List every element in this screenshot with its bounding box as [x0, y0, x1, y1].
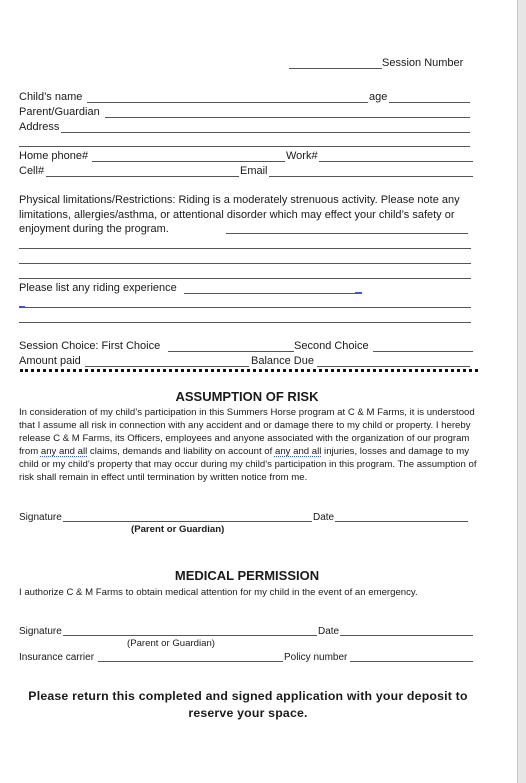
policy-field[interactable]	[350, 661, 473, 662]
parent-guardian-label: Parent/Guardian	[19, 106, 100, 118]
riding-experience-field-2[interactable]	[19, 307, 471, 308]
medical-heading: MEDICAL PERMISSION	[174, 568, 320, 583]
assumption-highlight-1: any and all	[40, 446, 88, 457]
assumption-text-part-1: In consideration of my child’s participation in this Summers Horse program at C & M Farms, it is understood that I assume all risk in connection with any accident and or damage there to my child or property. I hereby release C & M Farms, its Officers, employees and anyone associated with the organization of our program from	[19, 407, 475, 457]
second-choice-label: Second Choice	[294, 340, 369, 352]
email-field[interactable]	[269, 176, 473, 177]
second-choice-field[interactable]	[373, 351, 473, 352]
address-label: Address	[19, 121, 60, 133]
parent-guardian-field[interactable]	[105, 117, 470, 118]
medical-signature-field[interactable]	[63, 635, 317, 636]
cell-field[interactable]	[46, 176, 239, 177]
riding-experience-field-1[interactable]	[184, 293, 355, 294]
balance-due-label: Balance Due	[251, 355, 314, 367]
session-number-line[interactable]	[289, 68, 382, 69]
address-field-2[interactable]	[19, 146, 470, 147]
address-field[interactable]	[61, 132, 470, 133]
footer-note: Please return this completed and signed application with your deposit to reserve your space.	[28, 689, 468, 720]
work-field[interactable]	[319, 161, 473, 162]
policy-label: Policy number	[284, 652, 348, 663]
limitations-field-3[interactable]	[19, 263, 471, 264]
age-field[interactable]	[389, 102, 470, 103]
amount-paid-label: Amount paid	[19, 355, 81, 367]
medical-parent-note: (Parent or Guardian)	[127, 638, 215, 649]
home-phone-field[interactable]	[92, 161, 285, 162]
cursor-mark	[355, 292, 362, 294]
insurance-field[interactable]	[98, 661, 283, 662]
assumption-text-part-3: injuries, losses and damage to my child or my child’s property that may occur during my child’s participation in this program. The assumption of risk shall remain in effect until termination by written notice from me.	[19, 446, 477, 483]
first-choice-field[interactable]	[168, 351, 294, 352]
child-name-label: Child’s name	[19, 91, 83, 103]
riding-experience-field-3[interactable]	[19, 322, 471, 323]
limitations-field-1[interactable]	[226, 233, 468, 234]
limitations-field-4[interactable]	[19, 278, 471, 279]
first-choice-label: Session Choice: First Choice	[19, 340, 161, 352]
assumption-text-part-2: claims, demands and liability on account of	[87, 446, 275, 457]
risk-date-field[interactable]	[335, 521, 468, 522]
email-label: Email	[240, 165, 268, 177]
balance-due-field[interactable]	[317, 366, 470, 367]
assumption-text	[19, 406, 481, 484]
assumption-highlight-2: any and all	[274, 446, 322, 457]
limitations-field-2[interactable]	[19, 248, 471, 249]
risk-parent-note: (Parent or Guardian)	[131, 524, 225, 535]
window-edge	[517, 0, 526, 783]
assumption-heading: ASSUMPTION OF RISK	[175, 389, 319, 404]
medical-signature-label: Signature	[19, 626, 62, 637]
insurance-label: Insurance carrier	[19, 652, 95, 663]
session-number-label: Session Number	[382, 57, 464, 69]
medical-date-field[interactable]	[340, 635, 473, 636]
risk-signature-label: Signature	[19, 512, 62, 523]
risk-date-label: Date	[313, 512, 335, 523]
age-label: age	[369, 91, 388, 103]
cell-label: Cell#	[19, 165, 45, 177]
limitations-text: Physical limitations/Restrictions: Riding is a moderately strenuous activity. Please note any limitations, allergies/asthma, or attentional disorder which may effect your child’s safety or enjoyment during the program.	[19, 194, 460, 236]
work-label: Work#	[286, 150, 318, 162]
section-divider	[20, 369, 478, 372]
home-phone-label: Home phone#	[19, 150, 89, 162]
riding-experience-label: Please list any riding experience	[19, 282, 177, 294]
child-name-field[interactable]	[87, 102, 368, 103]
amount-paid-field[interactable]	[85, 366, 249, 367]
risk-signature-field[interactable]	[63, 521, 312, 522]
medical-text: I authorize C & M Farms to obtain medical attention for my child in the event of an emergency.	[19, 587, 418, 598]
medical-date-label: Date	[318, 626, 340, 637]
